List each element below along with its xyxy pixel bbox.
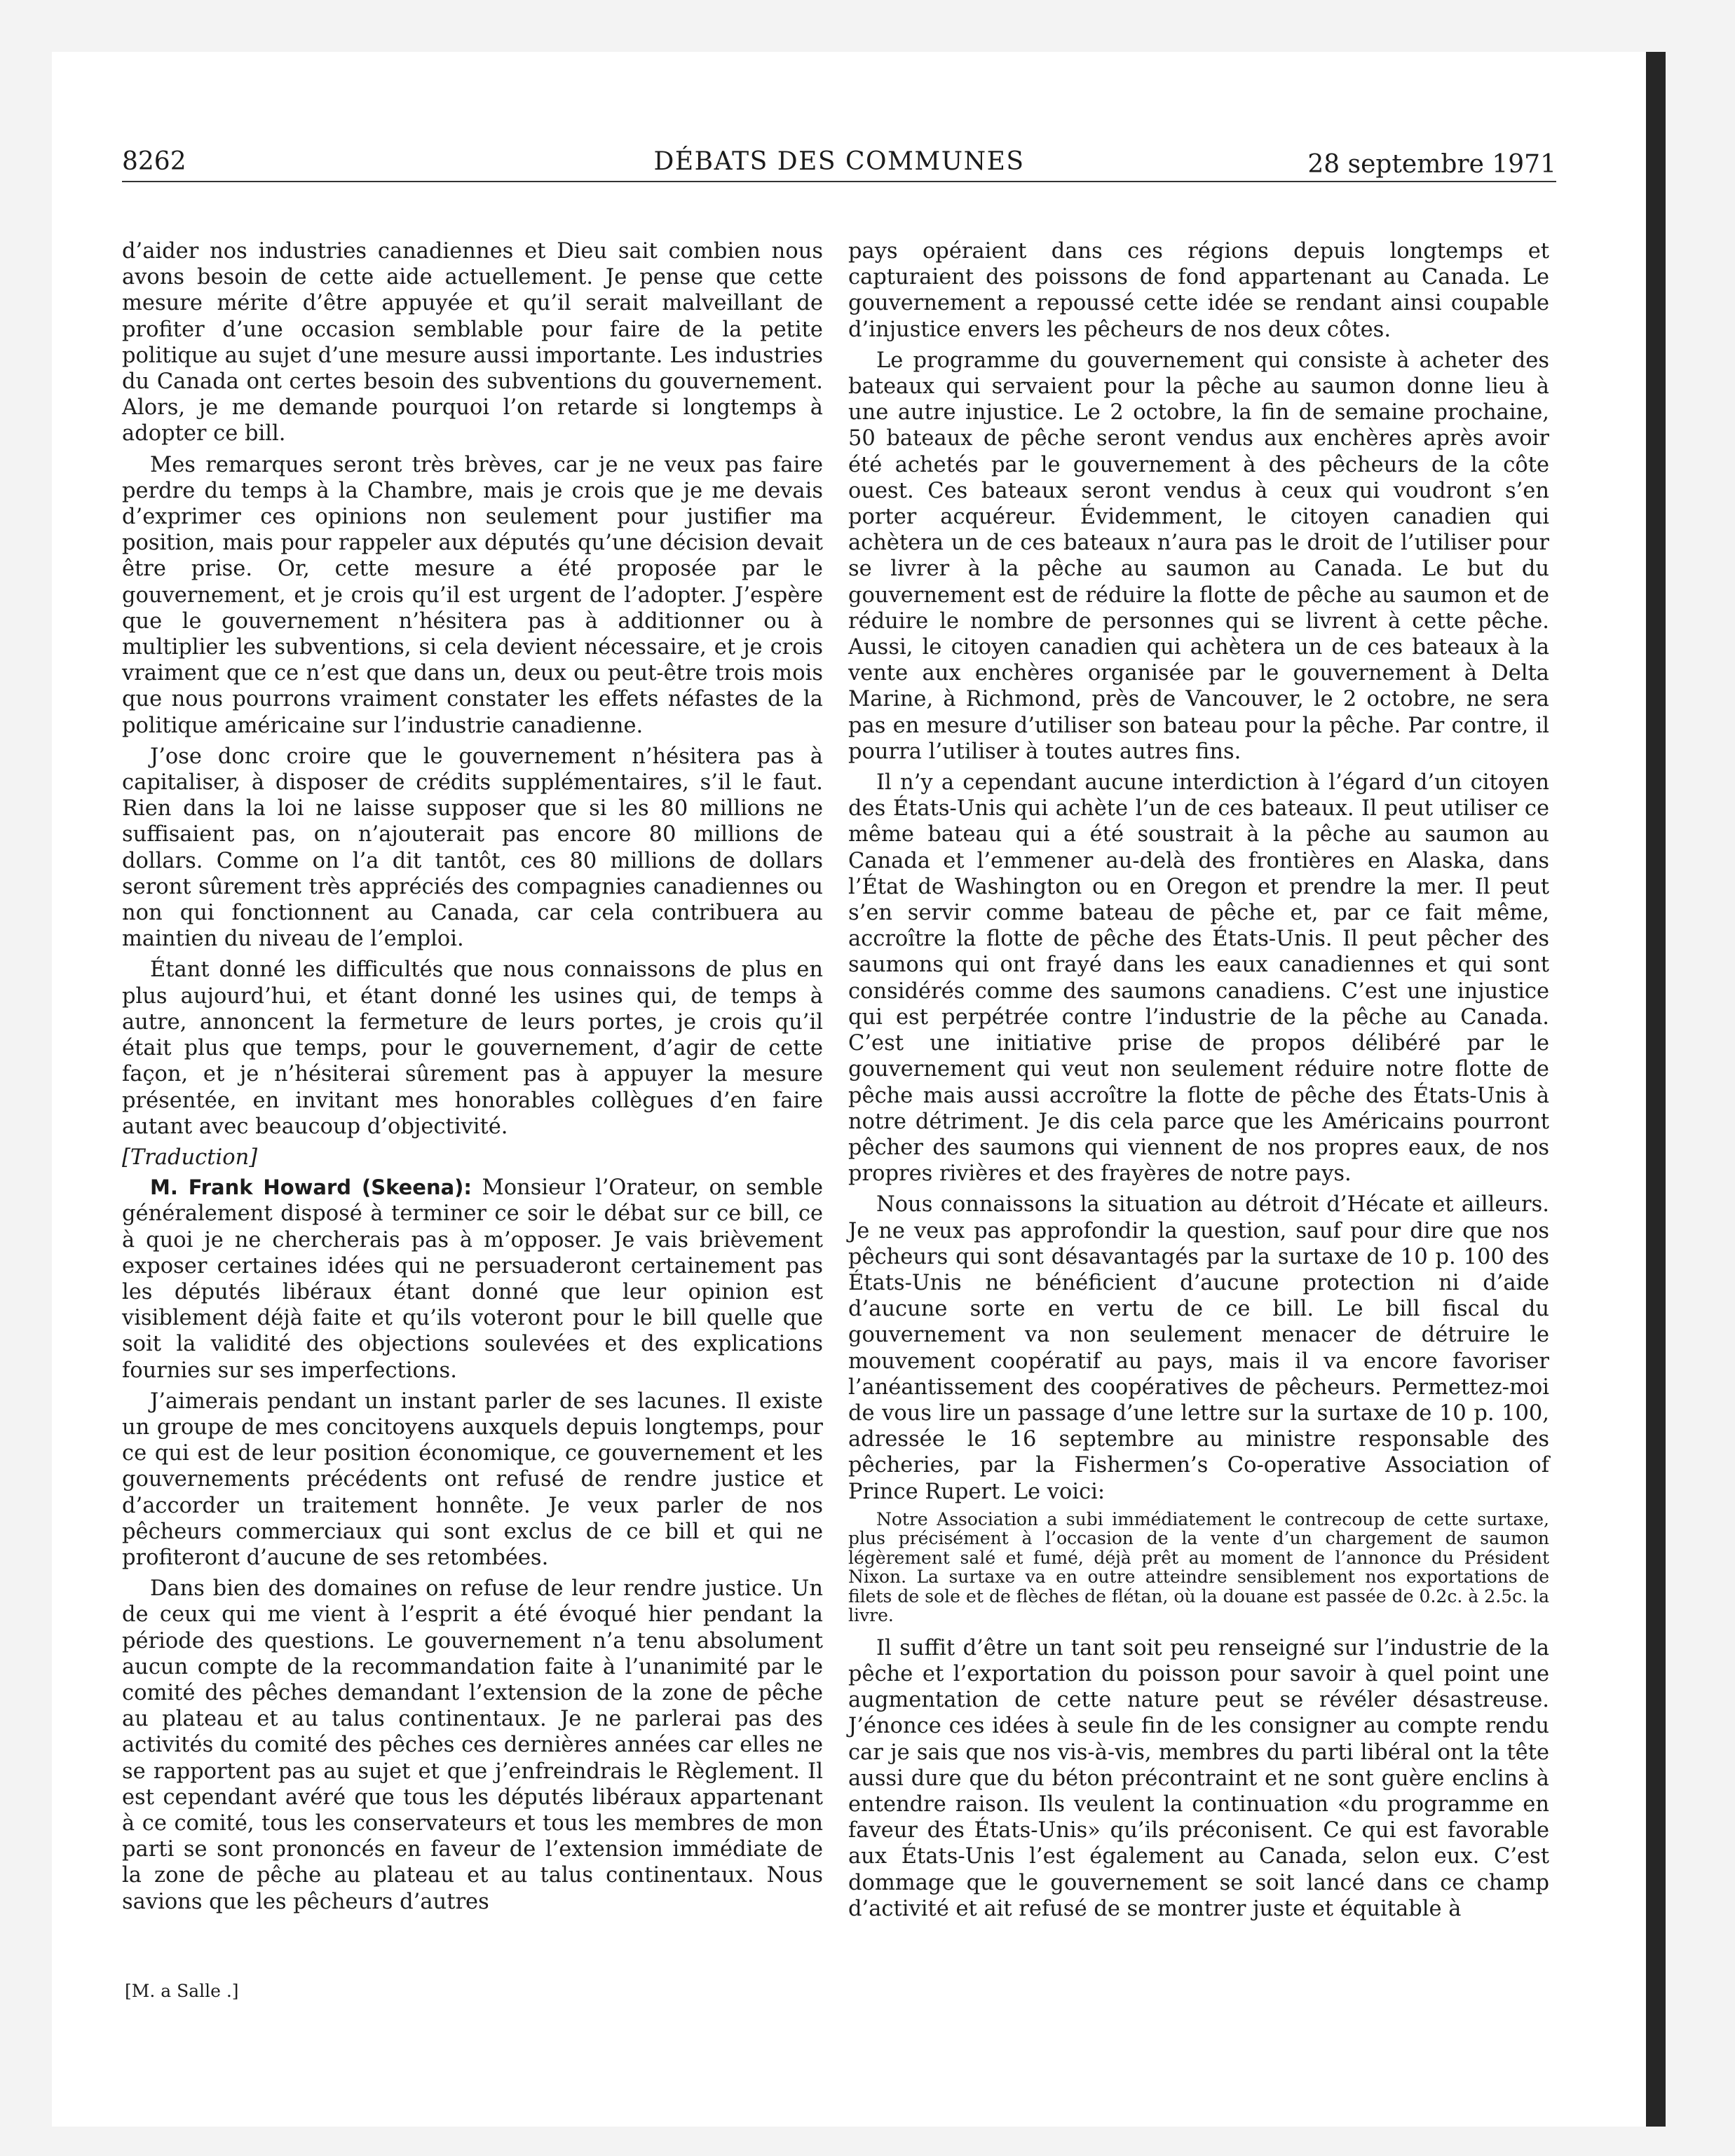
left-column — [122, 238, 823, 1920]
paragraph: Il suffit d’être un tant soit peu renseigné sur l’industrie de la pêche et l’exportation du poisson pour savoir à quel point une augmentation de cette nature peut se révéler désastreuse. J’énonce ces idées à seule fin de les consigner au compte rendu car je sais que nos vis-à-vis, membres du parti libéral ont la tête aussi dure que du béton précontraint et ne sont guère enclins à entendre raison. Ils veulent la continuation «du programme en faveur des États-Unis» qu’ils préconisent. Ce qui est favorable aux États-Unis l’est également au Canada, selon eux. C’est dommage que le gouvernement se soit lancé dans ce champ d’activité et ait refusé de se montrer juste et équitable à — [848, 1635, 1549, 1921]
paragraph: d’aider nos industries canadiennes et Dieu sait combien nous avons besoin de cette aide actuellement. Je pense que cette mesure mérite d’être appuyée et qu’il serait malveillant de profiter d’une occasion semblable pour faire de la petite politique au sujet d’une mesure aussi importante. Les industries du Canada ont certes besoin des subventions du gouvernement. Alors, je me demande pourquoi l’on retarde si longtemps à adopter ce bill. — [122, 239, 823, 446]
header-rule — [122, 181, 1556, 182]
paragraph: Étant donné les difficultés que nous connaissons de plus en plus aujourd’hui, et étant donné les usines qui, de temps à autre, annoncent la fermeture de leurs portes, je crois qu’il était plus que temps, pour le gouvernement, d’agir de cette façon, et je n’hésiterai sûrement pas à appuyer la mesure présentée, en invitant mes honorables collègues d’en faire autant avec beaucoup d’objectivité. — [122, 957, 823, 1139]
paragraph: Dans bien des domaines on refuse de leur rendre justice. Un de ceux qui me vient à l’esprit a été évoqué hier pendant la période des questions. Le gouvernement n’a tenu absolument aucun compte de la recommandation faite à l’unanimité par le comité des pêches demandant l’extension de la zone de pêche au plateau et au talus continentaux. Je ne parlerai pas des activités du comité des pêches ces dernières années car elles ne se rapportent pas au sujet et que j’enfreindrais le Règlement. Il est cependant avéré que tous les députés libéraux appartenant à ce comité, tous les conservateurs et tous les membres de mon parti se sont prononcés en faveur de l’extension immédiate de la zone de pêche au plateau et au talus continentaux. Nous savions que les pêcheurs d’autres — [122, 1576, 823, 1914]
paragraph: Le programme du gouvernement qui consiste à acheter des bateaux qui servaient pour la pêche au saumon donne lieu à une autre injustice. Le 2 octobre, la fin de semaine prochaine, 50 bateaux de pêche seront vendus aux enchères après avoir été achetés par le gouvernement à des pêcheurs de la côte ouest. Ces bateaux seront vendus à ceux qui voudront s’en porter acquéreur. Évidemment, le citoyen canadien qui achètera un de ces bateaux n’aura pas le droit de l’utiliser pour se livrer à la pêche au saumon au Canada. Le but du gouvernement est de réduire la flotte de pêche au saumon et de réduire le nombre de personnes qui se livrent à cette pêche. Aussi, le citoyen canadien qui achètera un de ces bateaux à la vente aux enchères organisée par le gouvernement à Delta Marine, à Richmond, près de Vancouver, le 2 octobre, ne sera pas en mesure d’utiliser son bateau pour la pêche. Par contre, il pourra l’utiliser à toutes autres fins. — [848, 348, 1549, 764]
translation-label: [Traduction] — [122, 1145, 258, 1170]
paragraph: Il n’y a cependant aucune interdiction à l’égard d’un citoyen des États-Unis qui achète l’un de ces bateaux. Il peut utiliser ce même bateau qui a été soustrait à la pêche au saumon au Canada et l’emmener au-delà des frontières en Alaska, dans l’État de Washington ou en Oregon et prendre la mer. Il peut s’en servir comme bateau de pêche et, par ce fait même, accroître la flotte de pêche des États-Unis. Il peut pêcher des saumons qui ont frayé dans les eaux canadiennes et qui sont considérés comme des saumons canadiens. C’est une injustice qui est perpétrée contre l’industrie de la pêche au Canada. C’est une initiative prise de propos délibéré par le gouvernement qui veut non seulement réduire notre flotte de pêche mais aussi accroître la flotte de pêche des États-Unis à notre détriment. Je dis cela parce que les Américains pourront pêcher des saumons qui viennent de nos propres eaux, de nos propres rivières et des frayères de notre pays. — [848, 770, 1549, 1187]
quoted-letter: Notre Association a subi immédiatement le contrecoup de cette surtaxe, plus précisément à l’occasion de la vente d’un chargement de saumon légèrement salé et fumé, déjà prêt au moment de l’annonce du Président Nixon. La surtaxe va en outre atteindre sensiblement nos exportations de filets de sole et de flèches de flétan, où la douane est passée de 0.2c. à 2.5c. la livre. — [848, 1508, 1549, 1626]
speaker-name: M. Frank Howard (Skeena): — [150, 1175, 472, 1200]
publication-title: DÉBATS DES COMMUNES — [653, 147, 1025, 176]
speaker-paragraph — [122, 1175, 823, 1384]
page-number: 8262 — [122, 147, 186, 176]
paragraph: pays opéraient dans ces régions depuis longtemps et capturaient des poissons de fond appartenant au Canada. Le gouvernement a repoussé cette idée se rendant ainsi coupable d’injustice envers les pêcheurs de nos deux côtes. — [848, 239, 1549, 342]
paragraph: J’aimerais pendant un instant parler de ses lacunes. Il existe un groupe de mes concitoyens auxquels depuis longtemps, pour ce qui est de leur position économique, ce gouvernement et les gouvernements précédents ont refusé de rendre justice et d’accorder un traitement honnête. Je veux parler de nos pêcheurs commerciaux qui sont exclus de ce bill et qui ne profiteront d’aucune de ses retombées. — [122, 1389, 823, 1570]
header-date: 28 septembre 1971 — [1307, 150, 1556, 179]
scan-edge — [1646, 52, 1666, 2127]
paragraph: Nous connaissons la situation au détroit d’Hécate et ailleurs. Je ne veux pas approfondir la question, sauf pour dire que nos pêcheurs qui sont désavantagés par la surtaxe de 10 p. 100 des États-Unis ne bénéficient d’aucune protection ni d’aide d’aucune sorte en vertu de ce bill. Le bill fiscal du gouvernement va non seulement menacer de détruire le mouvement coopératif au pays, mais il va encore favoriser l’anéantissement des coopératives de pêcheurs. Permettez-moi de vous lire un passage d’une lettre sur la surtaxe de 10 p. 100, adressée le 16 septembre au ministre responsable des pêcheries, par la Fishermen’s Co-operative Association of Prince Rupert. Le voici: — [848, 1192, 1549, 1504]
paragraph: Mes remarques seront très brèves, car je ne veux pas faire perdre du temps à la Chambre, mais je crois que je me devais d’exprimer ces opinions non seulement pour justifier ma position, mais pour rappeler aux députés qu’une décision devait être prise. Or, cette mesure a été proposée par le gouvernement, et je crois qu’il est urgent de l’adopter. J’espère que le gouvernement n’hésitera pas à additionner ou à multiplier les subventions, si cela devient nécessaire, et je crois vraiment que ce n’est que dans un, deux ou peut-être trois mois que nous pourrons vraiment constater les effets néfastes de la politique américaine sur l’industrie canadienne. — [122, 452, 823, 738]
speech-text: Monsieur l’Orateur, on semble généralement disposé à terminer ce soir le débat sur ce bill, ce à quoi je ne chercherais pas à m’opposer. Je vais brièvement exposer certaines idées qui ne persuaderont certainement pas les députés libéraux étant donné que leur opinion est visiblement déjà faite et qu’ils voteront pour le bill quelle que soit la validité des objections soulevées et des explications fournies sur ses imperfections. — [122, 1175, 823, 1383]
right-column — [848, 238, 1549, 1927]
running-header — [122, 147, 1556, 182]
paragraph: J’ose donc croire que le gouvernement n’hésitera pas à capitaliser, à disposer de crédits supplémentaires, s’il le faut. Rien dans la loi ne laisse supposer que si les 80 millions ne suffisaient pas, on n’ajouterait pas encore 80 millions de dollars. Comme on l’a dit tantôt, ces 80 millions de dollars seront sûrement très appréciés des compagnies canadiennes ou non qui fonctionnent au Canada, car cela contribuera au maintien du niveau de l’emploi. — [122, 744, 823, 952]
footer-marker: [M. a Salle .] — [125, 1981, 239, 2001]
